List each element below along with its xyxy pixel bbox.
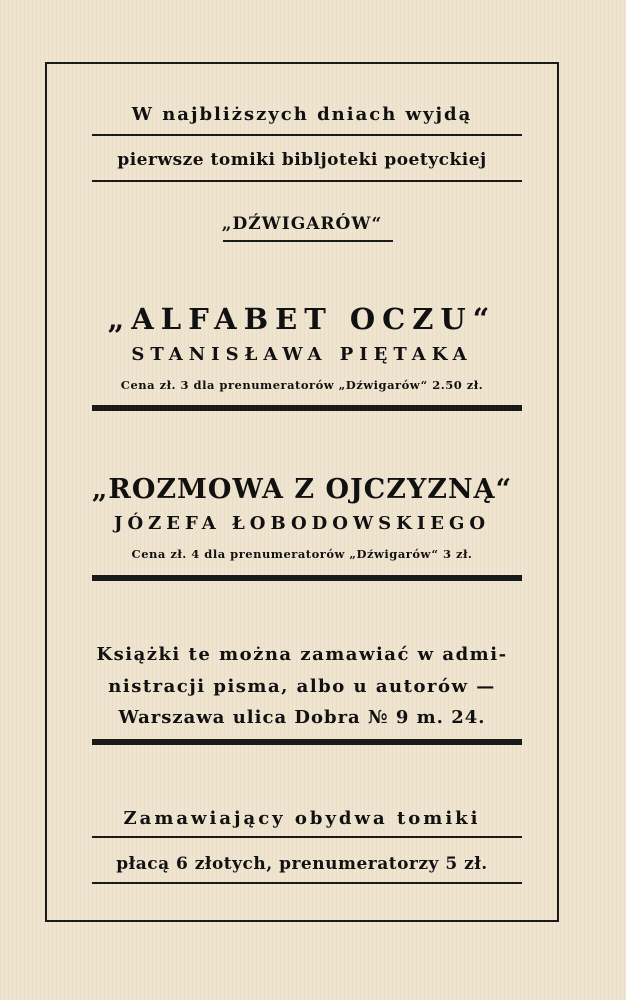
book2-author: JÓZEFA ŁOBODOWSKIEGO (113, 513, 491, 534)
ad-frame (45, 62, 559, 922)
rule-thick (92, 405, 522, 411)
book2-price: Cena zł. 4 dla prenumeratorów „Dźwigarów“ 3 zł. (131, 547, 473, 561)
rule-divider (92, 836, 522, 838)
offer-line-2: płacą 6 złotych, prenumeratorzy 5 zł. (116, 854, 488, 874)
announcement-line-2: pierwsze tomiki bibljoteki poetyckiej (117, 150, 487, 170)
rule-thick (92, 739, 522, 745)
series-name: „DŹWIGARÓW“ (221, 214, 383, 234)
offer-line-1: Zamawiający obydwa tomiki (123, 808, 481, 829)
order-line-3: Warszawa ulica Dobra № 9 m. 24. (118, 707, 486, 728)
rule-divider (223, 240, 393, 242)
book1-price: Cena zł. 3 dla prenumeratorów „Dźwigarów“ 2.50 zł. (120, 378, 484, 392)
rule-thick (92, 575, 522, 581)
book2-title: „ROZMOWA Z OJCZYZNĄ“ (91, 474, 513, 505)
rule-divider (92, 134, 522, 136)
rule-divider (92, 882, 522, 884)
announcement-line-1: W najbliższych dniach wyjdą (131, 104, 473, 125)
order-line-1: Książki te można zamawiać w admi- (96, 644, 508, 665)
book1-title: „ALFABET OCZU“ (107, 302, 497, 336)
order-line-2: nistracji pisma, albo u autorów — (108, 676, 496, 697)
book1-author: STANISŁAWA PIĘTAKA (131, 344, 473, 365)
rule-divider (92, 180, 522, 182)
